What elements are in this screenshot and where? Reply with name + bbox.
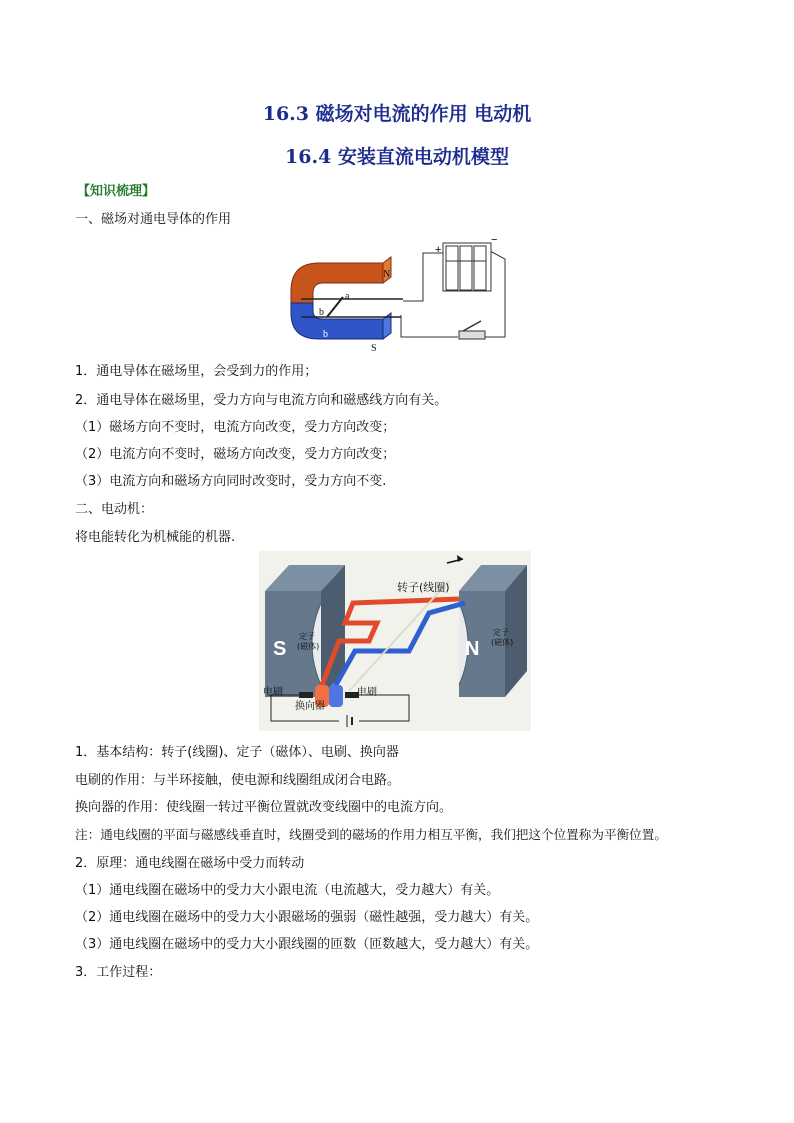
part1-heading: 一、磁场对通电导体的作用: [75, 212, 232, 227]
magnet-south-pole: [291, 303, 383, 339]
title-line-1: 16.3 磁场对电流的作用 电动机: [262, 103, 532, 125]
battery-group: [443, 243, 491, 291]
brush-left: [299, 692, 313, 698]
stator-right-label-2: (磁体): [491, 638, 514, 647]
dc-motor-figure: [259, 551, 531, 731]
b-label-2: b: [323, 329, 328, 340]
part2-line-6: （1）通电线圈在磁场中的受力大小跟电流（电流越大，受力越大）有关。: [75, 883, 500, 898]
minus-label: −: [491, 234, 498, 246]
part2-heading: 二、电动机：: [75, 502, 154, 517]
rotor-label: 转子(线圈): [397, 581, 450, 594]
n-pole-label: N: [465, 638, 480, 660]
part2-line-4: 注：通电线圈的平面与磁感线垂直时，线圈受到的磁场的作用力相互平衡，我们把这个位置称为平衡位置。: [75, 827, 667, 842]
magnet-north-pole: [291, 263, 383, 303]
stator-left-label-1: 定子: [299, 632, 315, 641]
knowledge-section-tag: 【知识梳理】: [77, 184, 156, 199]
part1-line-2: 2．通电导体在磁场里，受力方向与电流方向和磁感线方向有关。: [75, 393, 448, 408]
brush-right-label: 电刷: [357, 687, 377, 698]
s-label: S: [371, 343, 377, 354]
stator-left-label-2: (磁体): [297, 642, 320, 651]
part2-line-5: 2．原理：通电线圈在磁场中受力而转动: [75, 856, 305, 871]
brush-left-label: 电刷: [263, 687, 283, 698]
part1-line-1: 1．通电导体在磁场里，会受到力的作用；: [75, 364, 318, 379]
n-label: N: [383, 269, 391, 280]
part2-line-3: 换向器的作用：使线圈一转过平衡位置就改变线圈中的电流方向。: [75, 800, 453, 815]
part1-line-5: （3）电流方向和磁场方向同时改变时，受力方向不变.: [75, 474, 387, 489]
switch: [459, 321, 485, 339]
conductor-rod: [327, 297, 343, 317]
plus-label: +: [435, 244, 442, 256]
part2-line-2: 电刷的作用：与半环接触，使电源和线圈组成闭合电路。: [75, 773, 401, 788]
s-pole-label: S: [273, 638, 287, 660]
part2-line-9: 3．工作过程：: [75, 965, 162, 980]
part2-line-7: （2）通电线圈在磁场中的受力大小跟磁场的强弱（磁性越强，受力越大）有关。: [75, 910, 539, 925]
b-label-1: b: [319, 307, 324, 318]
part2-line-8: （3）通电线圈在磁场中的受力大小跟线圈的匝数（匝数越大，受力越大）有关。: [75, 937, 539, 952]
motor-definition: 将电能转化为机械能的机器.: [75, 530, 236, 545]
stator-right-label-1: 定子: [493, 628, 509, 637]
part1-line-3: （1）磁场方向不变时，电流方向改变，受力方向改变；: [75, 420, 396, 435]
magnet-conductor-figure: [283, 231, 513, 357]
wire-bottom: [401, 315, 458, 337]
part2-line-1: 1．基本结构：转子(线圈)、定子（磁体）、电刷、换向器: [75, 745, 399, 760]
commutator-label: 换向器: [295, 701, 325, 712]
stator-left-magnet: [265, 565, 345, 697]
part1-line-4: （2）电流方向不变时，磁场方向改变，受力方向改变；: [75, 447, 396, 462]
title-line-2: 16.4 安装直流电动机模型: [285, 146, 509, 168]
a-label: a: [345, 291, 350, 302]
